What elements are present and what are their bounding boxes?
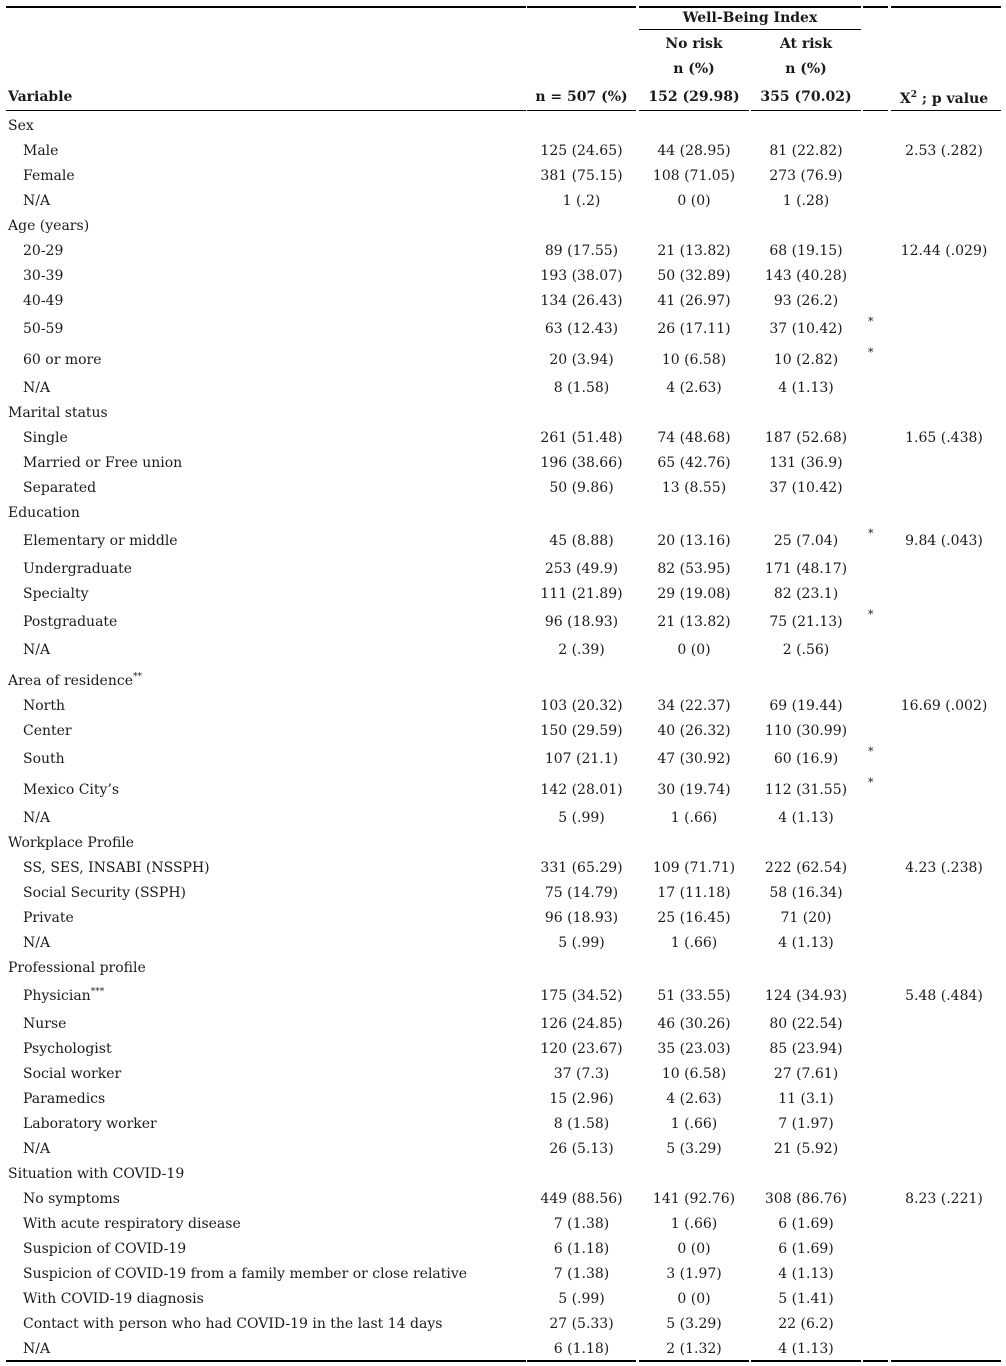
at-risk-cell: 273 (76.9) bbox=[769, 168, 843, 184]
no-risk-header: No risk bbox=[665, 36, 723, 52]
at-risk-cell: 6 (1.69) bbox=[778, 1216, 834, 1232]
sample-cell: 20 (3.94) bbox=[549, 352, 614, 368]
row-label: SS, SES, INSABI (NSSPH) bbox=[23, 860, 210, 876]
no-risk-cell: 0 (0) bbox=[677, 193, 711, 209]
chi-square-cell: 12.44 (.029) bbox=[900, 243, 988, 259]
no-risk-cell: 41 (26.97) bbox=[657, 293, 731, 309]
no-risk-cell: 17 (11.18) bbox=[657, 885, 731, 901]
at-risk-cell: 6 (1.69) bbox=[778, 1241, 834, 1257]
no-risk-cell: 1 (.66) bbox=[670, 1216, 718, 1232]
no-risk-cell: 13 (8.55) bbox=[661, 480, 727, 496]
no-risk-cell: 21 (13.82) bbox=[657, 243, 731, 259]
at-risk-cell: 80 (22.54) bbox=[769, 1016, 843, 1032]
sample-cell: 5 (.99) bbox=[558, 1291, 605, 1307]
sample-cell: 331 (65.29) bbox=[540, 860, 623, 876]
at-risk-cell: 82 (23.1) bbox=[773, 586, 839, 602]
at-risk-cell: 22 (6.2) bbox=[778, 1316, 834, 1332]
sample-cell: 381 (75.15) bbox=[540, 168, 623, 184]
row-label: South bbox=[23, 751, 65, 767]
no-risk-cell: 34 (22.37) bbox=[657, 698, 731, 714]
table-top-rule bbox=[639, 6, 861, 8]
no-risk-cell: 108 (71.05) bbox=[652, 168, 736, 184]
no-risk-cell: 0 (0) bbox=[677, 1241, 711, 1257]
sample-cell: 45 (8.88) bbox=[549, 533, 614, 549]
no-risk-cell: 10 (6.58) bbox=[661, 352, 727, 368]
at-risk-cell: 5 (1.41) bbox=[778, 1291, 834, 1307]
row-label: Private bbox=[23, 910, 74, 926]
table-bottom-rule bbox=[527, 1360, 636, 1362]
row-label: Paramedics bbox=[23, 1091, 106, 1107]
row-label: Undergraduate bbox=[23, 561, 132, 577]
at-risk-unit: n (%) bbox=[785, 61, 827, 77]
chi-square-cell: 9.84 (.043) bbox=[905, 533, 983, 549]
table-bottom-rule bbox=[863, 1360, 888, 1362]
at-risk-cell: 71 (20) bbox=[780, 910, 832, 926]
at-risk-cell: 187 (52.68) bbox=[764, 430, 848, 446]
chi-square-exponent: 2 bbox=[910, 90, 917, 100]
sample-cell: 26 (5.13) bbox=[549, 1141, 614, 1157]
no-risk-cell: 3 (1.97) bbox=[666, 1266, 722, 1282]
no-risk-cell: 46 (30.26) bbox=[657, 1016, 731, 1032]
sample-cell: 126 (24.85) bbox=[540, 1016, 623, 1032]
at-risk-cell: 27 (7.61) bbox=[773, 1066, 839, 1082]
chi-square-cell: 4.23 (.238) bbox=[905, 860, 983, 876]
at-risk-cell: 7 (1.97) bbox=[778, 1116, 834, 1132]
at-risk-total: 355 (70.02) bbox=[760, 89, 852, 105]
sample-cell: 50 (9.86) bbox=[549, 480, 614, 496]
well-being-index-header: Well-Being Index bbox=[682, 10, 818, 26]
sample-cell: 107 (21.1) bbox=[544, 751, 619, 767]
no-risk-cell: 4 (2.63) bbox=[666, 380, 722, 396]
sample-cell: 2 (.39) bbox=[558, 642, 605, 658]
row-label: N/A bbox=[23, 810, 51, 826]
row-label: Nurse bbox=[23, 1016, 67, 1032]
row-label: Psychologist bbox=[23, 1041, 112, 1057]
no-risk-cell: 50 (32.89) bbox=[657, 268, 731, 284]
at-risk-cell: 21 (5.92) bbox=[773, 1141, 839, 1157]
at-risk-cell: 308 (86.76) bbox=[764, 1191, 848, 1207]
row-label-text: Physician bbox=[23, 988, 91, 1004]
at-risk-header: At risk bbox=[779, 36, 833, 52]
sample-cell: 96 (18.93) bbox=[544, 614, 619, 630]
row-label: Specialty bbox=[23, 586, 89, 602]
header-bottom-rule bbox=[863, 110, 888, 111]
sample-cell: 5 (.99) bbox=[558, 810, 605, 826]
no-risk-cell: 35 (23.03) bbox=[657, 1041, 731, 1057]
row-label: N/A bbox=[23, 380, 51, 396]
footnote-marker: *** bbox=[90, 987, 105, 997]
no-risk-cell: 5 (3.29) bbox=[666, 1141, 722, 1157]
footnote-marker: ** bbox=[132, 672, 142, 682]
table-top-rule bbox=[6, 6, 526, 8]
at-risk-cell: 2 (.56) bbox=[782, 642, 830, 658]
row-label: Social Security (SSPH) bbox=[23, 885, 186, 901]
table-top-rule bbox=[891, 6, 1001, 8]
row-label: North bbox=[23, 698, 66, 714]
no-risk-cell: 1 (.66) bbox=[670, 935, 718, 951]
chi-square-symbol: X bbox=[899, 91, 911, 107]
row-label: Social worker bbox=[23, 1066, 122, 1082]
table-top-rule bbox=[863, 6, 888, 8]
row-label: Contact with person who had COVID-19 in the last 14 days bbox=[23, 1316, 443, 1332]
header-bottom-rule bbox=[639, 110, 749, 111]
row-label: Male bbox=[23, 143, 59, 159]
sample-cell: 37 (7.3) bbox=[553, 1066, 610, 1082]
no-risk-cell: 5 (3.29) bbox=[666, 1316, 722, 1332]
no-risk-cell: 4 (2.63) bbox=[666, 1091, 722, 1107]
section-label: Workplace Profile bbox=[8, 835, 135, 851]
sample-cell: 27 (5.33) bbox=[549, 1316, 614, 1332]
significance-marker: * bbox=[868, 776, 874, 789]
sample-cell: 7 (1.38) bbox=[553, 1266, 610, 1282]
row-label: With acute respiratory disease bbox=[23, 1216, 241, 1232]
header-bottom-rule bbox=[751, 110, 861, 111]
at-risk-cell: 75 (21.13) bbox=[769, 614, 843, 630]
at-risk-cell: 143 (40.28) bbox=[764, 268, 848, 284]
row-label: Suspicion of COVID-19 bbox=[23, 1241, 187, 1257]
row-label: Separated bbox=[23, 480, 97, 496]
at-risk-cell: 110 (30.99) bbox=[764, 723, 848, 739]
row-label bbox=[23, 987, 104, 1005]
section-label: Age (years) bbox=[8, 218, 90, 234]
well-being-index-underline bbox=[639, 29, 861, 30]
no-risk-cell: 30 (19.74) bbox=[657, 782, 731, 798]
sample-cell: 15 (2.96) bbox=[549, 1091, 614, 1107]
chi-square-suffix: ; p value bbox=[921, 91, 989, 107]
sample-cell: 125 (24.65) bbox=[540, 143, 623, 159]
sample-cell: 193 (38.07) bbox=[540, 268, 623, 284]
row-label: Single bbox=[23, 430, 68, 446]
no-risk-cell: 1 (.66) bbox=[670, 1116, 718, 1132]
header-bottom-rule bbox=[891, 110, 1001, 111]
significance-marker: * bbox=[868, 315, 874, 328]
section-label: Professional profile bbox=[8, 960, 146, 976]
row-label: Mexico City’s bbox=[23, 782, 120, 798]
sample-cell: 150 (29.59) bbox=[540, 723, 623, 739]
significance-marker: * bbox=[868, 527, 874, 540]
at-risk-cell: 25 (7.04) bbox=[773, 533, 839, 549]
sample-cell: 1 (.2) bbox=[562, 193, 601, 209]
row-label: N/A bbox=[23, 1141, 51, 1157]
no-risk-cell: 40 (26.32) bbox=[657, 723, 731, 739]
sample-cell: 7 (1.38) bbox=[553, 1216, 610, 1232]
no-risk-cell: 25 (16.45) bbox=[657, 910, 731, 926]
row-label-text: Area of residence bbox=[8, 673, 133, 689]
at-risk-cell: 1 (.28) bbox=[782, 193, 830, 209]
sample-cell: 6 (1.18) bbox=[553, 1341, 610, 1357]
at-risk-cell: 4 (1.13) bbox=[778, 380, 834, 396]
at-risk-cell: 124 (34.93) bbox=[764, 988, 848, 1004]
row-label: 50-59 bbox=[23, 321, 64, 337]
no-risk-cell: 44 (28.95) bbox=[657, 143, 731, 159]
at-risk-cell: 85 (23.94) bbox=[769, 1041, 843, 1057]
sample-cell: 75 (14.79) bbox=[544, 885, 619, 901]
sample-cell: 120 (23.67) bbox=[540, 1041, 623, 1057]
chi-square-cell: 8.23 (.221) bbox=[905, 1191, 983, 1207]
no-risk-cell: 2 (1.32) bbox=[666, 1341, 722, 1357]
row-label: No symptoms bbox=[23, 1191, 120, 1207]
section-label: Marital status bbox=[8, 405, 108, 421]
no-risk-cell: 109 (71.71) bbox=[652, 860, 736, 876]
sample-cell: 63 (12.43) bbox=[544, 321, 619, 337]
at-risk-cell: 4 (1.13) bbox=[778, 810, 834, 826]
no-risk-cell: 21 (13.82) bbox=[657, 614, 731, 630]
no-risk-cell: 0 (0) bbox=[677, 1291, 711, 1307]
row-label: Female bbox=[23, 168, 75, 184]
at-risk-cell: 171 (48.17) bbox=[764, 561, 848, 577]
sample-cell: 5 (.99) bbox=[558, 935, 605, 951]
sample-cell: 196 (38.66) bbox=[540, 455, 623, 471]
section-label: Sex bbox=[8, 118, 34, 134]
row-label: N/A bbox=[23, 642, 51, 658]
row-label: Laboratory worker bbox=[23, 1116, 157, 1132]
significance-marker: * bbox=[868, 608, 874, 621]
variable-header: Variable bbox=[8, 89, 73, 105]
row-label: Center bbox=[23, 723, 72, 739]
no-risk-cell: 47 (30.92) bbox=[657, 751, 731, 767]
no-risk-cell: 74 (48.68) bbox=[657, 430, 731, 446]
table-bottom-rule bbox=[891, 1360, 1001, 1362]
no-risk-cell: 29 (19.08) bbox=[657, 586, 731, 602]
row-label: Postgraduate bbox=[23, 614, 118, 630]
row-label: N/A bbox=[23, 193, 51, 209]
sample-cell: 253 (49.9) bbox=[544, 561, 619, 577]
sample-cell: 449 (88.56) bbox=[540, 1191, 623, 1207]
at-risk-cell: 131 (36.9) bbox=[769, 455, 843, 471]
no-risk-cell: 26 (17.11) bbox=[657, 321, 731, 337]
no-risk-cell: 141 (92.76) bbox=[652, 1191, 736, 1207]
row-label: Married or Free union bbox=[23, 455, 183, 471]
chi-square-cell: 1.65 (.438) bbox=[905, 430, 983, 446]
at-risk-cell: 11 (3.1) bbox=[778, 1091, 834, 1107]
chi-square-header bbox=[890, 90, 998, 108]
sample-cell: 142 (28.01) bbox=[540, 782, 623, 798]
sample-cell: 8 (1.58) bbox=[553, 380, 610, 396]
sample-cell: 111 (21.89) bbox=[540, 586, 623, 602]
table-top-rule bbox=[527, 6, 636, 8]
at-risk-cell: 68 (19.15) bbox=[769, 243, 843, 259]
sample-cell: 175 (34.52) bbox=[540, 988, 623, 1004]
at-risk-cell: 93 (26.2) bbox=[773, 293, 839, 309]
section-label: Education bbox=[8, 505, 80, 521]
no-risk-cell: 10 (6.58) bbox=[661, 1066, 727, 1082]
no-risk-total: 152 (29.98) bbox=[648, 89, 740, 105]
no-risk-cell: 0 (0) bbox=[677, 642, 711, 658]
significance-marker: * bbox=[868, 745, 874, 758]
at-risk-cell: 10 (2.82) bbox=[773, 352, 839, 368]
table-bottom-rule bbox=[751, 1360, 861, 1362]
sample-cell: 89 (17.55) bbox=[544, 243, 619, 259]
row-label: 30-39 bbox=[23, 268, 64, 284]
row-label: Elementary or middle bbox=[23, 533, 178, 549]
header-bottom-rule bbox=[6, 110, 526, 111]
sample-header: n = 507 (%) bbox=[535, 89, 628, 105]
row-label: 40-49 bbox=[23, 293, 64, 309]
sample-cell: 96 (18.93) bbox=[544, 910, 619, 926]
at-risk-cell: 37 (10.42) bbox=[769, 321, 843, 337]
chi-square-cell: 2.53 (.282) bbox=[905, 143, 983, 159]
at-risk-cell: 69 (19.44) bbox=[769, 698, 843, 714]
at-risk-cell: 60 (16.9) bbox=[773, 751, 839, 767]
row-label: N/A bbox=[23, 935, 51, 951]
no-risk-unit: n (%) bbox=[673, 61, 715, 77]
no-risk-cell: 1 (.66) bbox=[670, 810, 718, 826]
at-risk-cell: 4 (1.13) bbox=[778, 1266, 834, 1282]
sample-cell: 6 (1.18) bbox=[553, 1241, 610, 1257]
sample-cell: 103 (20.32) bbox=[540, 698, 623, 714]
no-risk-cell: 20 (13.16) bbox=[657, 533, 731, 549]
at-risk-cell: 37 (10.42) bbox=[769, 480, 843, 496]
significance-marker: * bbox=[868, 346, 874, 359]
sample-cell: 8 (1.58) bbox=[553, 1116, 610, 1132]
chi-square-cell: 16.69 (.002) bbox=[900, 698, 988, 714]
row-label: 20-29 bbox=[23, 243, 64, 259]
sample-cell: 134 (26.43) bbox=[540, 293, 623, 309]
section-label bbox=[8, 672, 142, 690]
table-bottom-rule bbox=[639, 1360, 749, 1362]
at-risk-cell: 112 (31.55) bbox=[764, 782, 848, 798]
row-label: 60 or more bbox=[23, 352, 102, 368]
at-risk-cell: 222 (62.54) bbox=[764, 860, 848, 876]
at-risk-cell: 4 (1.13) bbox=[778, 935, 834, 951]
row-label: N/A bbox=[23, 1341, 51, 1357]
chi-square-cell: 5.48 (.484) bbox=[905, 988, 983, 1004]
row-label: Suspicion of COVID-19 from a family member or close relative bbox=[23, 1266, 468, 1282]
no-risk-cell: 51 (33.55) bbox=[657, 988, 731, 1004]
section-label: Situation with COVID-19 bbox=[8, 1166, 185, 1182]
at-risk-cell: 81 (22.82) bbox=[769, 143, 843, 159]
header-bottom-rule bbox=[527, 110, 636, 111]
table-bottom-rule bbox=[6, 1360, 526, 1362]
row-label: With COVID-19 diagnosis bbox=[23, 1291, 204, 1307]
at-risk-cell: 58 (16.34) bbox=[769, 885, 843, 901]
at-risk-cell: 4 (1.13) bbox=[778, 1341, 834, 1357]
no-risk-cell: 65 (42.76) bbox=[657, 455, 731, 471]
no-risk-cell: 82 (53.95) bbox=[657, 561, 731, 577]
sample-cell: 261 (51.48) bbox=[540, 430, 623, 446]
